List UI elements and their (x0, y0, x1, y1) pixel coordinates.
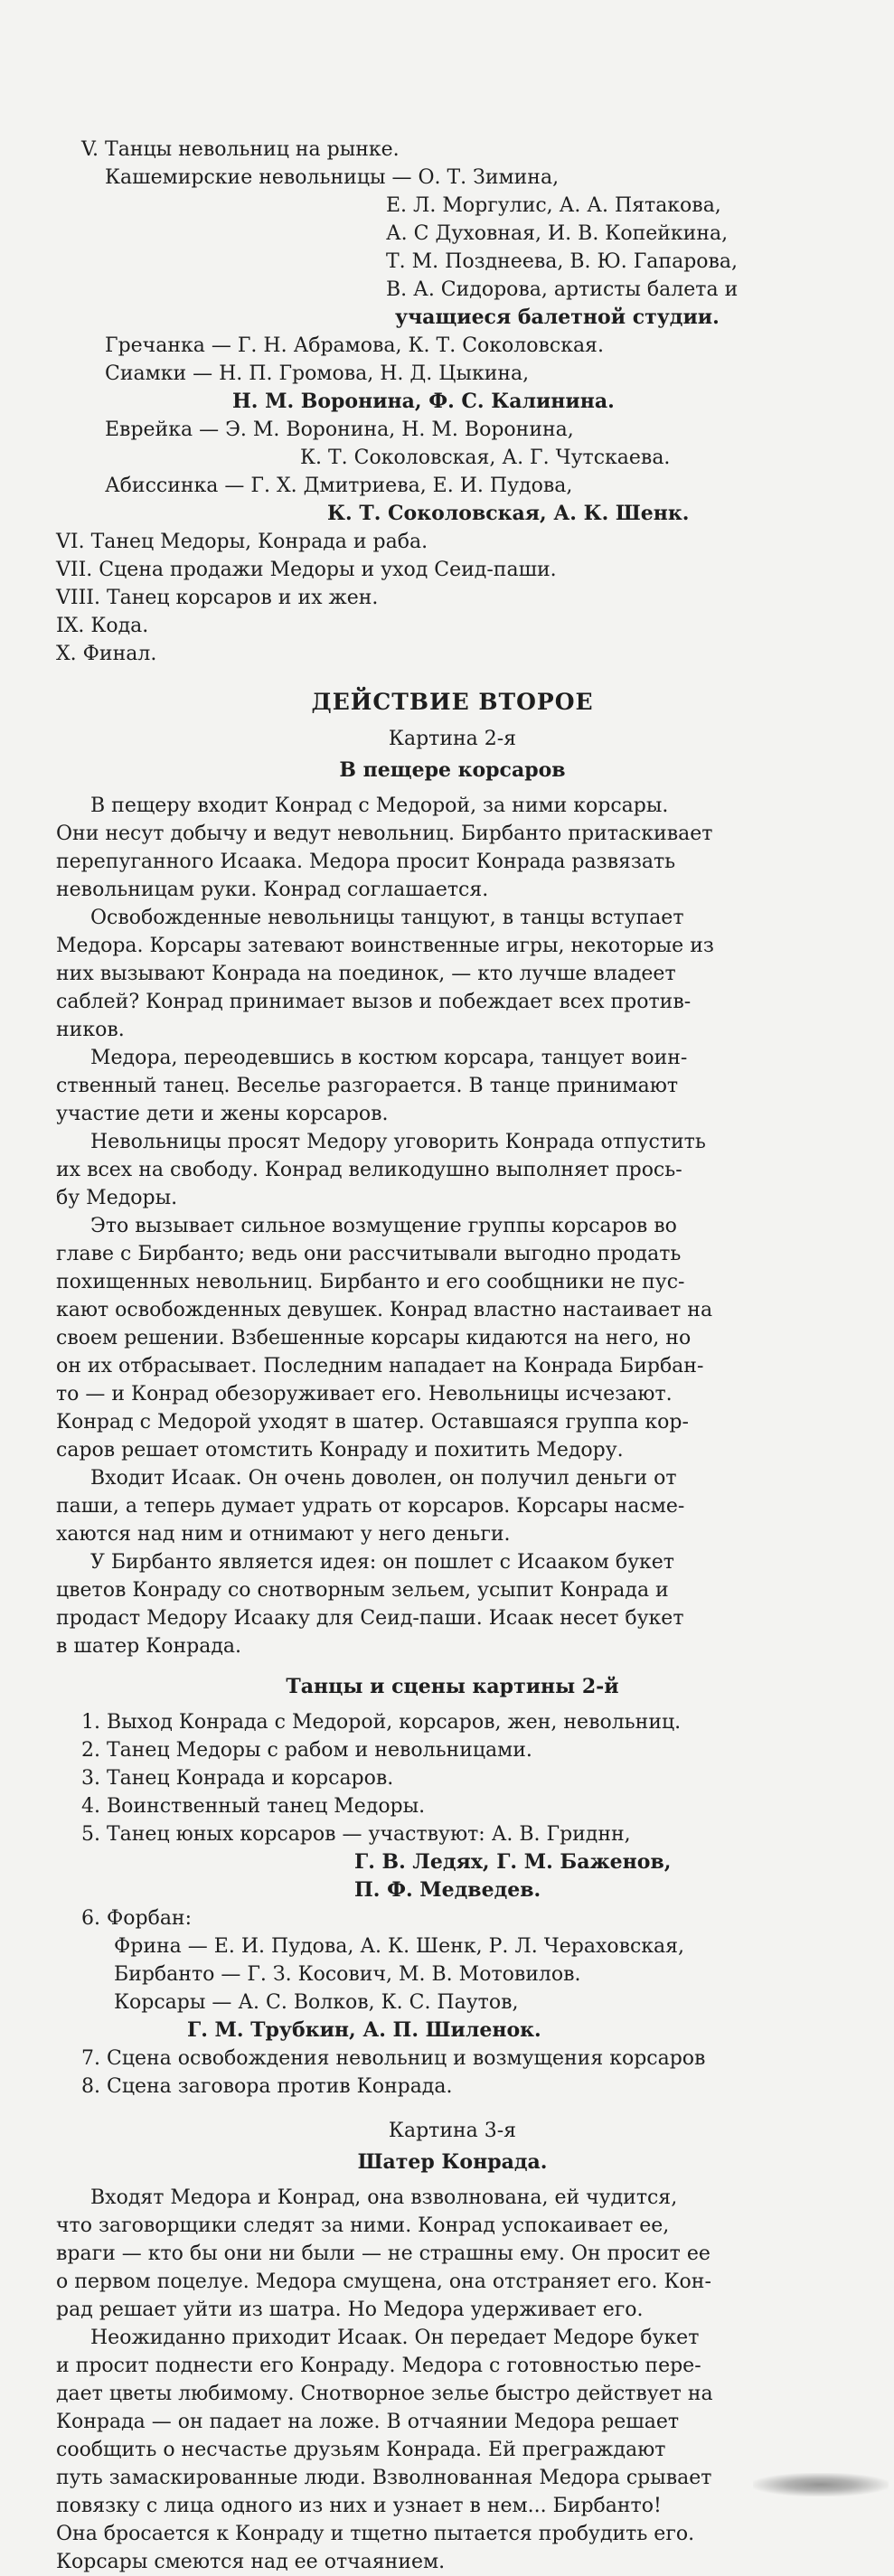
list-v-line: Сиамки — Н. П. Громова, Н. Д. Цыкина, (105, 362, 530, 385)
list-item: Фрина — Е. И. Пудова, А. К. Шенк, Р. Л. Чераховская, (114, 1935, 685, 1958)
paragraph: Невольницы просят Медору уговорить Конрада отпустить их всех на свободу. Конрад великодушно выполняет прось- бу Медоры. (56, 1131, 706, 1209)
list-v-line: К. Т. Соколовская, А. Г. Чутскаева. (300, 447, 671, 469)
ink-blot (753, 2473, 889, 2496)
list-item: VIII. Танец корсаров и их жен. (56, 587, 379, 609)
list-v-heading: V. Танцы невольниц на рынке. (81, 138, 400, 161)
list-item: 2. Танец Медоры с рабом и невольницами. (81, 1739, 532, 1762)
list-v-line: учащиеся балетной студии. (395, 306, 720, 329)
dances-title: Танцы и сцены картины 2-й (286, 1675, 619, 1698)
list-v-line: Еврейка — Э. М. Воронина, Н. М. Воронина, (105, 418, 574, 441)
list-item: Г. В. Ледях, Г. М. Баженов, (354, 1850, 672, 1874)
list-item: VI. Танец Медоры, Конрада и раба. (56, 531, 428, 553)
list-item: П. Ф. Медведев. (354, 1878, 541, 1902)
list-item: 8. Сцена заговора против Конрада. (81, 2075, 453, 2098)
list-v-line: В. А. Сидорова, артисты балета и (386, 278, 739, 301)
list-v-line: Н. М. Воронина, Ф. С. Калинина. (232, 390, 615, 413)
paragraph: Медора, переодевшись в костюм корсара, танцует воин- ственный танец. Веселье разгорается. В танце принимают участие дети и жены корсаров. (56, 1047, 688, 1125)
act-title: ДЕЙСТВИЕ ВТОРОЕ (311, 689, 594, 715)
paragraph: В пещеру входит Конрад с Медорой, за ними корсары. Они несут добычу и ведут невольниц. Бирбанто притаскивает перепуганного Исаака. Медора просит Конрада развязать невольницам руки. Конрад соглашается. (56, 794, 713, 901)
list-v (56, 136, 849, 528)
list-item: 4. Воинственный танец Медоры. (81, 1795, 426, 1818)
list-v-line: Т. М. Позднеева, В. Ю. Гапарова, (386, 250, 739, 273)
list-item: X. Финал. (56, 643, 157, 665)
paragraph: Входит Исаак. Он очень доволен, он получил деньги от паши, а теперь думает удрать от корсаров. Корсары насме- хаются над ним и отнимают у него деньги. (56, 1467, 685, 1546)
list-item: 1. Выход Конрада с Медорой, корсаров, жен, невольниц. (81, 1711, 682, 1734)
list-v-line: Кашемирские невольницы — О. Т. Зимина, (105, 166, 560, 189)
list-item: Г. М. Трубкин, А. П. Шиленок. (187, 2018, 541, 2042)
paragraph: Неожиданно приходит Исаак. Он передает Медоре букет и просит поднести его Конраду. Медора с готовностью пере- дает цветы любимому. Снотворное зелье быстро действует на Конрада — он падает на ложе. В отчаянии Медора решает сообщить о несчастье друзьям Конрада. Ей преграждают путь замаскированные люди. Взволнованная Медора срывает повязку с лица одного из них и узнает в нем... Бирбанто! Она бросается к Конраду и тщетно пытается пробудить его. Корсары смеются над ее отчаянием. (56, 2327, 713, 2573)
list-vi-x (56, 528, 849, 668)
scene2-text (56, 792, 849, 1660)
list-item: Бирбанто — Г. З. Косович, М. В. Мотовилов. (114, 1963, 581, 1986)
list-item: 5. Танец юных корсаров — участвуют: А. В. Гриднн, (81, 1823, 631, 1846)
paragraph: Это вызывает сильное возмущение группы корсаров во главе с Бирбанто; ведь они рассчитывали выгодно продать похищенных невольниц. Бирбанто и его сообщники не пус- кают освобожденных девушек. Конрад властно настаивает на своем решении. Взбешенные корсары кидаются на него, но он их отбрасывает. Последним нападает на Конрада Бирбан- то — и Конрад обезоруживает его. Невольницы исчезают. Конрад с Медорой уходят в шатер. Оставшаяся группа кор- саров решает отомстить Конраду и похитить Медору. (56, 1215, 713, 1462)
paragraph: Освобожденные невольницы танцуют, в танцы вступает Медора. Корсары затевают воинственные игры, некоторые из них вызывают Конрада на поединок, — кто лучше владеет саблей? Конрад принимает вызов и побеждает всех против- ников. (56, 907, 714, 1041)
list-v-line: К. Т. Соколовская, А. К. Шенк. (327, 502, 690, 525)
dances-list (56, 1708, 849, 2101)
list-item: 7. Сцена освобождения невольниц и возмущения корсаров (81, 2047, 706, 2070)
paragraph: У Бирбанто является идея: он пошлет с Исааком букет цветов Конраду со снотворным зельем, усыпит Конрада и продаст Медору Исааку для Сеид-паши. Исаак несет букет в шатер Конрада. (56, 1551, 684, 1658)
scene3-text (56, 2184, 849, 2576)
list-item: IX. Кода. (56, 615, 149, 637)
list-v-line: Гречанка — Г. Н. Абрамова, К. Т. Соколовская. (105, 334, 604, 357)
list-v-line: Е. Л. Моргулис, А. А. Пятакова, (386, 194, 721, 217)
scene-title: Шатер Конрада. (357, 2150, 548, 2174)
scene-number: Картина 3-я (388, 2120, 517, 2142)
paragraph: Входят Медора и Конрад, она взволнована, ей чудится, что заговорщики следят за ними. Конрад успокаивает ее, враги — кто бы они ни были — не страшны ему. Он просит ее о первом поцелуе. Медора смущена, она отстраняет его. Кон- рад решает уйти из шатра. Но Медора удерживает его. (56, 2186, 711, 2321)
list-item: 3. Танец Конрада и корсаров. (81, 1767, 394, 1790)
list-v-line: А. С Духовная, И. В. Копейкина, (386, 222, 729, 245)
scene-number: Картина 2-я (388, 728, 517, 750)
list-v-line: Абиссинка — Г. Х. Дмитриева, Е. И. Пудова, (105, 475, 573, 497)
list-item: VII. Сцена продажи Медоры и уход Сеид-паши. (56, 559, 557, 581)
scene-title: В пещере корсаров (339, 758, 566, 782)
list-item: 6. Форбан: (81, 1907, 193, 1930)
list-item: Корсары — А. С. Волков, К. С. Паутов, (114, 1991, 519, 2014)
